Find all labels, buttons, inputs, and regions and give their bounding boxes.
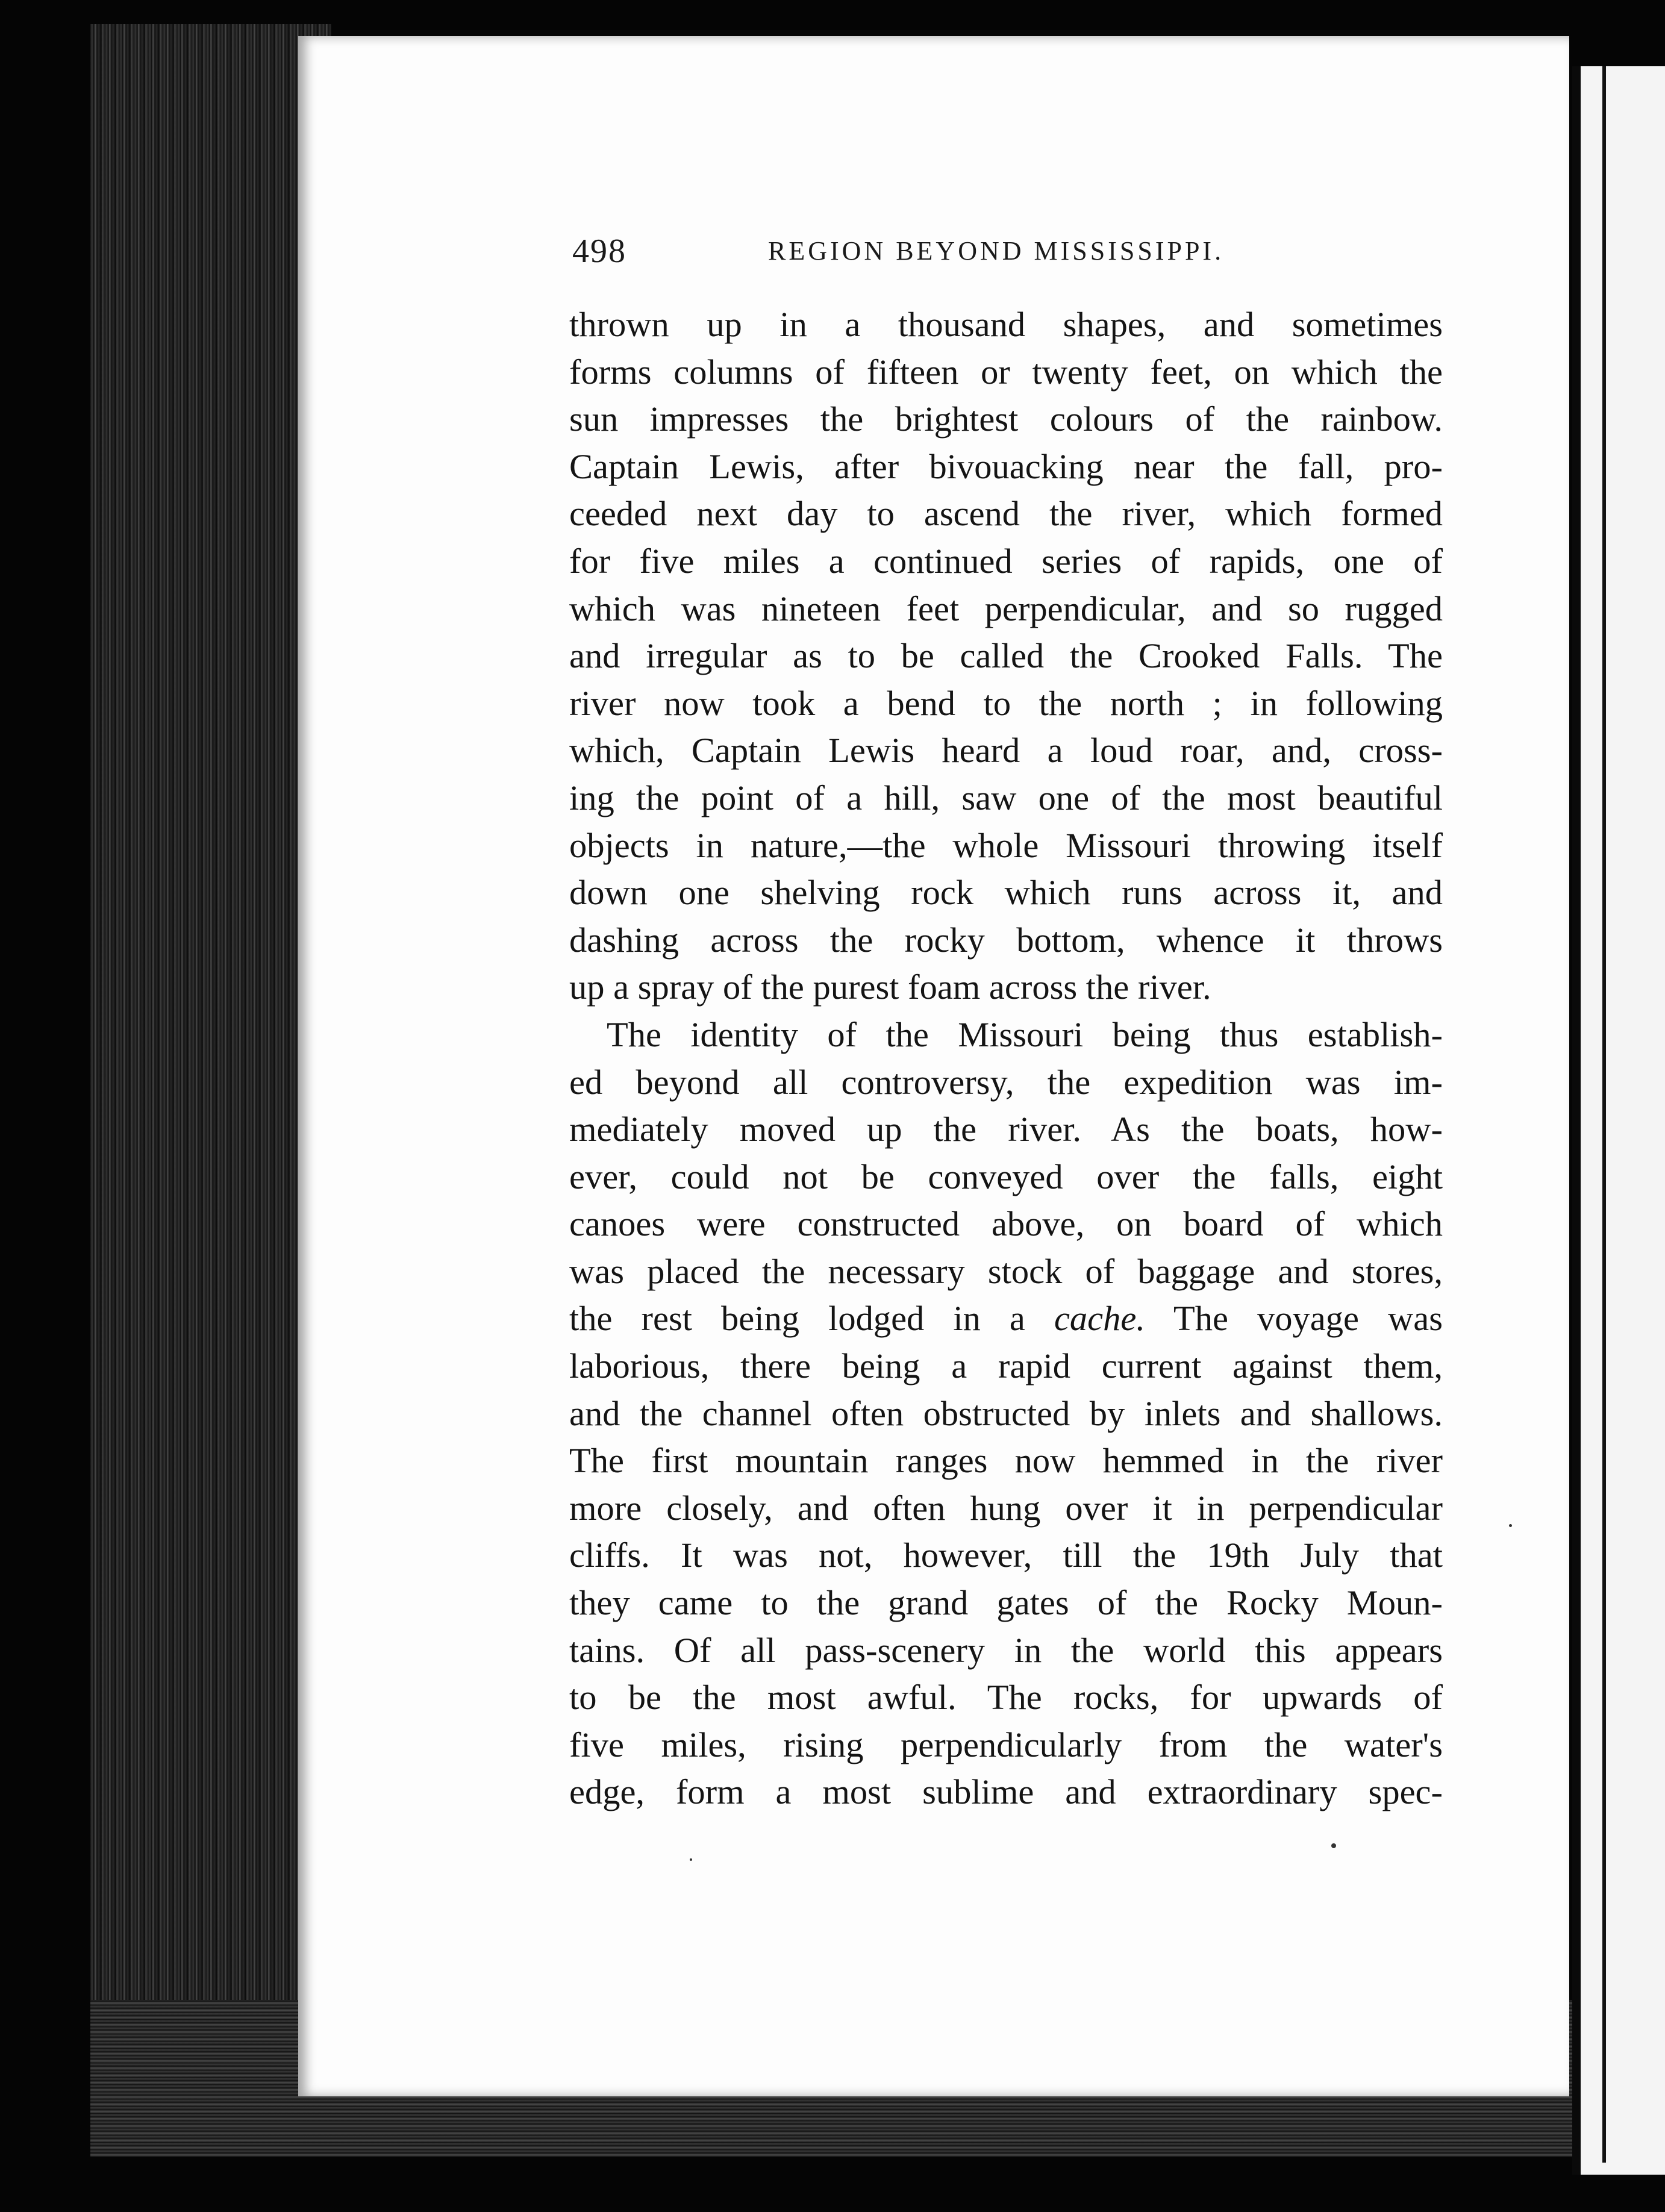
text-line: edge, form a most sublime and extraordinary spec- <box>569 1772 1443 1812</box>
text-line: thrown up in a thousand shapes, and sometimes <box>569 305 1443 344</box>
italic-word: cache. <box>1054 1299 1145 1339</box>
text-line: The identity of the Missouri being thus establish- <box>607 1014 1443 1054</box>
text-line: tains. Of all pass-scenery in the world this appears <box>569 1630 1443 1670</box>
text-line: and irregular as to be called the Crooked Falls. The <box>569 636 1443 676</box>
book-page-edges <box>90 24 331 2114</box>
text-line: mediately moved up the river. As the boats, how- <box>569 1110 1443 1149</box>
facing-page-edge <box>1572 66 1665 2175</box>
text-line: down one shelving rock which runs across it, and <box>569 873 1443 913</box>
dust-speck <box>1509 1524 1512 1527</box>
facing-page-gutter <box>1602 66 1606 2163</box>
text-line: more closely, and often hung over it in perpendicular <box>569 1488 1443 1528</box>
text-line: The first mountain ranges now hemmed in the river <box>569 1441 1443 1481</box>
text-line: forms columns of fifteen or twenty feet, on which the <box>569 352 1443 392</box>
text-line: ed beyond all controversy, the expedition was im- <box>569 1062 1443 1102</box>
text-line: cliffs. It was not, however, till the 19th July that <box>569 1536 1443 1575</box>
text-line: Captain Lewis, after bivouacking near the fall, pro- <box>569 446 1443 486</box>
text-line: laborious, there being a rapid current against them, <box>569 1346 1443 1386</box>
text-line: river now took a bend to the north ; in following <box>569 683 1443 723</box>
text-line: five miles, rising perpendicularly from the water's <box>569 1725 1443 1764</box>
text-line: ever, could not be conveyed over the falls, eight <box>569 1157 1443 1196</box>
running-head-title: REGION BEYOND MISSISSIPPI. <box>768 236 1225 266</box>
text-run: the rest being lodged in a <box>569 1299 1025 1339</box>
text-line: objects in nature,—the whole Missouri throwing itself <box>569 825 1443 865</box>
text-line: to be the most awful. The rocks, for upwards of <box>569 1678 1443 1717</box>
text-line: ceeded next day to ascend the river, which formed <box>569 494 1443 534</box>
text-line: and the channel often obstructed by inlets and shallows. <box>569 1393 1443 1433</box>
text-line: was placed the necessary stock of baggage and stores, <box>569 1251 1443 1291</box>
dust-speck <box>690 1858 692 1861</box>
text-run: The voyage was <box>1145 1299 1443 1339</box>
text-line: dashing across the rocky bottom, whence it throws <box>569 920 1443 960</box>
dust-speck <box>1331 1843 1336 1848</box>
text-line: for five miles a continued series of rapids, one of <box>569 541 1443 581</box>
text-line: which, Captain Lewis heard a loud roar, and, cross- <box>569 731 1443 770</box>
text-line: which was nineteen feet perpendicular, and so rugged <box>569 589 1443 628</box>
text-line-with-italic <box>569 1295 1443 1343</box>
text-line: ing the point of a hill, saw one of the most beautiful <box>569 778 1443 817</box>
text-line: they came to the grand gates of the Rocky Moun- <box>569 1583 1443 1623</box>
running-head <box>572 232 1584 286</box>
text-line: sun impresses the brightest colours of the rainbow. <box>569 399 1443 439</box>
page-number: 498 <box>572 233 626 270</box>
text-line: up a spray of the purest foam across the river. <box>569 967 1211 1007</box>
text-line: canoes were constructed above, on board of which <box>569 1204 1443 1244</box>
body-text <box>569 301 1443 1816</box>
